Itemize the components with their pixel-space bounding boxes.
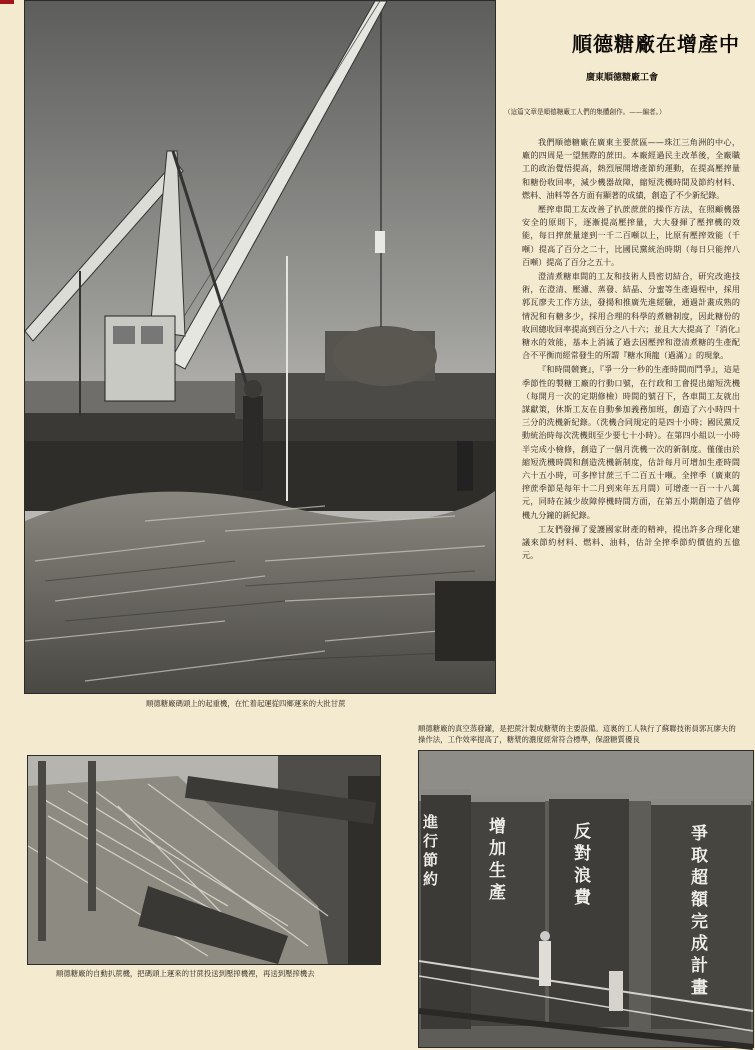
article-paragraph: 『和時間競賽』，『爭一分一秒的生產時間而鬥爭』，這是季節性的製糖工廠的行動口號，在行政和工會提出縮短洗機（每開月一次的定期修檢）時間的號召下，各車間工友就出謀獻策，休斯工友在自動參加義務加班，創造了六小時四十三分的洗機新紀錄。（洗機合同規定的是四十小時；國民黨反動統治時每次洗機則至少要七十小時）。在第四小組以一小時半完成小檢修，創造了一個月洗機一次的新制度。僅僅由於縮短洗機時間和創造洗機新制度，估計每月可增加生產時間六十五小時，可多搾甘蔗三千二百五十噸。全搾季（廣東的搾蔗季節是每年十二月到來年五月間）可增產一百一十八萬元，同時在減少故障停機時間方面，在第五小期創造了值停機九分鐘的新紀錄。	[522, 364, 740, 520]
tank-sign-2: 增加生產	[489, 817, 506, 903]
article-byline: 廣東順德糖廠工會	[585, 73, 658, 83]
tank-sign-4: 爭取超額完成計畫	[691, 824, 708, 998]
article-title: 順德糖廠在增產中	[572, 32, 740, 56]
tank-sign-1: 進行節約	[423, 813, 439, 888]
article-paragraph: 澄清煮糖車間的工友和技術人員密切結合，研究改進技術，在澄清、壓濾、蒸發、結晶、分蜜等生產過程中，採用郭瓦廖夫工作方法，發揚和推廣先進經驗，通過計畫成熟的情況和有糖多少，採用合理的科學的煮糖制度，因此糖份的收回總收回率提高到百分之八十六；並且大大提高了『消化』糖水的效能，基本上消滅了過去因壓搾和澄清煮糖的生產配合不平衡而經常發生的所謂『糖水頂龍（過滿）』的現象。	[522, 271, 740, 361]
bottom-left-photo-feeder	[27, 755, 381, 965]
corner-color-mark	[0, 0, 14, 4]
feeder-photo-caption: 順德糖廠的自動扒蔗機，把碼頭上運來的甘蔗投送到壓搾機裡，再送到壓搾機去	[56, 969, 315, 978]
article-paragraph: 工友們發揮了愛護國家財產的精神，提出許多合理化建議來節約材料、燃料、油料，估計全搾季節約價值約五億元。	[522, 523, 740, 561]
article-paragraph: 壓搾車間工友改善了扒蔗蔗蔗的操作方法，在照顧機器安全的原則下，逐漸提高壓搾量，大大發揮了壓搾機的效能，每日搾蔗量達到一千二百噸以上，比原有壓搾效能（千噸）提高了百分之二十，比國民黨統治時期（每日只能搾八百噸）提高了百分之五十。	[522, 204, 740, 267]
feeder-photo-image	[28, 756, 380, 964]
crane-photo-image	[25, 1, 495, 693]
top-photo-caption: 順德糖廠碼頭上的起重機，在忙着起運從四鄉運來的大批甘蔗	[146, 699, 346, 708]
top-photo-crane	[24, 0, 496, 694]
article-paragraph: 我們順德糖廠在廣東主要蔗區——珠江三角洲的中心，廠的四周是一望無際的蔗田。本廠經過民主改革後，全廠職工的政治覺悟提高，熱烈展開增產節約運動，在提高壓搾量和糖份收回率，減少機器故障，縮短洗機時間及節約材料、燃料、油料等各方面有顯著的成績，創造了不少新紀錄。	[522, 137, 740, 200]
tank-sign-3: 反對浪費	[574, 822, 591, 908]
tanks-photo-caption: 順德糖廠的真空蒸發罐，是把蔗汁製成糖漿的主要設備。這裏的工人執行了蘇聯技術員郭瓦廖夫的操作法，工作效率提高了，糖漿的濃度經常符合標準，保證糖質優良	[418, 724, 736, 744]
article-body	[522, 136, 740, 716]
bottom-right-photo-evaporators	[418, 750, 754, 1048]
editor-note: （這篇文章是順德糖廠工人們的集體創作。——編者。）	[504, 108, 666, 116]
